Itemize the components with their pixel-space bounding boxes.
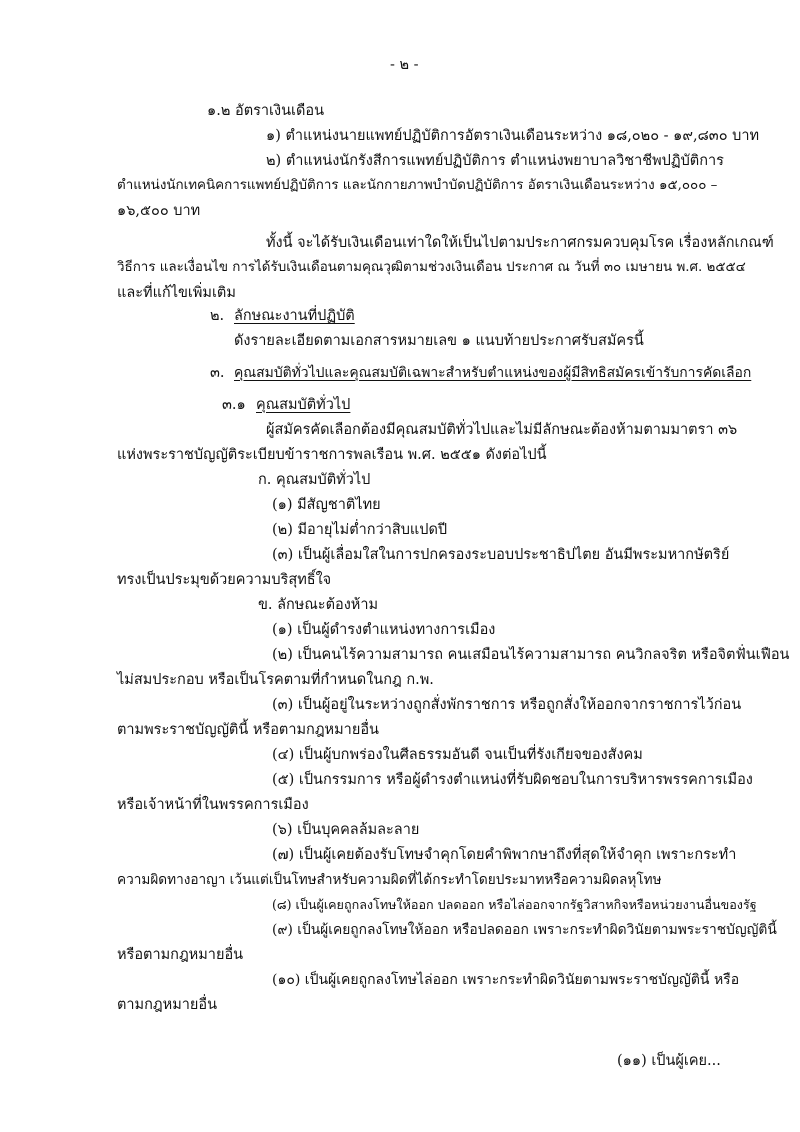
section-3-intro-line-2: แห่งพระราชบัญญัติระเบียบข้าราชการพลเรือน พ.ศ. ๒๕๕๑ ดังต่อไปนี้ [117,447,547,463]
prohibition-item: (๗) เป็นผู้เคยต้องรับโทษจำคุกโดยคำพิพากษาถึงที่สุดให้จำคุก เพราะกระทำ [272,847,737,863]
salary-item-2-line-1: ๒) ตำแหน่งนักรังสีการแพทย์ปฏิบัติการ ตำแหน่งพยาบาลวิชาชีพปฏิบัติการ [266,153,724,169]
salary-item-2-line-2: ตำแหน่งนักเทคนิคการแพทย์ปฏิบัติการ และนักกายภาพบำบัดปฏิบัติการ อัตราเงินเดือนระหว่าง ๑๕,๐๐๐ – [117,178,718,193]
prohibition-item: (๑๐) เป็นผู้เคยถูกลงโทษไล่ออก เพราะกระทำผิดวินัยตามพระราชบัญญัตินี้ หรือ [272,972,740,988]
prohibition-item-continuation: หรือตามกฎหมายอื่น [117,947,244,963]
page-number: - ๒ - [390,57,419,73]
salary-note-line-1: ทั้งนี้ จะได้รับเงินเดือนเท่าใดให้เป็นไปตามประกาศกรมควบคุมโรค เรื่องหลักเกณฑ์ [266,235,774,251]
general-item: (๓) เป็นผู้เลื่อมใสในการปกครองระบอบประชาธิปไตย อันมีพระมหากษัตริย์ [272,547,730,563]
general-qualifications-heading: ก. คุณสมบัติทั่วไป [258,472,371,488]
salary-heading: ๑.๒ อัตราเงินเดือน [207,103,324,119]
salary-note-line-2: วิธีการ และเงื่อนไข การได้รับเงินเดือนตามคุณวุฒิตามช่วงเงินเดือน ประกาศ ณ วันที่ ๓๐ เมษายน พ.ศ. ๒๕๕๔ [117,260,746,275]
prohibition-item: (๕) เป็นกรรมการ หรือผู้ดำรงตำแหน่งที่รับผิดชอบในการบริหารพรรคการเมือง [272,772,753,788]
general-item-continuation: ทรงเป็นประมุขด้วยความบริสุทธิ์ใจ [117,572,332,588]
prohibition-item: (๑) เป็นผู้ดำรงตำแหน่งทางการเมือง [272,622,496,638]
general-item: (๒) มีอายุไม่ต่ำกว่าสิบแปดปี [272,522,448,538]
prohibition-item: (๘) เป็นผู้เคยถูกลงโทษให้ออก ปลดออก หรือไล่ออกจากรัฐวิสาหกิจหรือหน่วยงานอื่นของรัฐ [272,897,757,912]
section-2-number: ๒. [210,308,225,324]
prohibition-item: (๒) เป็นคนไร้ความสามารถ คนเสมือนไร้ความสามารถ คนวิกลจริต หรือจิตฟั่นเฟือน [272,647,790,663]
prohibition-item: (๓) เป็นผู้อยู่ในระหว่างถูกสั่งพักราชการ หรือถูกสั่งให้ออกจากราชการไว้ก่อน [272,697,742,713]
prohibition-item: (๔) เป็นผู้บกพร่องในศีลธรรมอันดี จนเป็นที่รังเกียจของสังคม [272,747,643,763]
section-3-title: คุณสมบัติทั่วไปและคุณสมบัติเฉพาะสำหรับตำแหน่งของผู้มีสิทธิสมัครเข้ารับการคัดเลือก [234,365,752,381]
section-3-number: ๓. [210,365,225,381]
prohibition-item: (๖) เป็นบุคคลล้มละลาย [272,822,420,838]
prohibition-item: (๙) เป็นผู้เคยถูกลงโทษให้ออก หรือปลดออก เพราะกระทำผิดวินัยตามพระราชบัญญัตินี้ [272,922,777,938]
section-3-1-number: ๓.๑ [222,397,246,413]
general-item: (๑) มีสัญชาติไทย [272,497,381,513]
prohibition-item-continuation: หรือเจ้าหน้าที่ในพรรคการเมือง [117,797,309,813]
prohibition-item-continuation: ไม่สมประกอบ หรือเป็นโรคตามที่กำหนดในกฎ ก.พ. [117,672,434,688]
page-continuation: (๑๑) เป็นผู้เคย... [617,1053,721,1069]
prohibition-item-continuation: ความผิดทางอาญา เว้นแต่เป็นโทษสำหรับความผิดที่ได้กระทำโดยประมาทหรือความผิดลหุโทษ [117,872,662,888]
prohibition-item-continuation: ตามกฎหมายอื่น [117,997,218,1013]
salary-item-1: ๑) ตำแหน่งนายแพทย์ปฏิบัติการอัตราเงินเดือนระหว่าง ๑๘,๐๒๐ - ๑๙,๘๓๐ บาท [266,128,760,144]
prohibitions-heading: ข. ลักษณะต้องห้าม [258,597,379,613]
salary-item-2-line-3: ๑๖,๕๐๐ บาท [117,203,201,219]
prohibition-item-continuation: ตามพระราชบัญญัตินี้ หรือตามกฎหมายอื่น [117,722,379,738]
section-2-detail: ดังรายละเอียดตามเอกสารหมายเลข ๑ แนบท้ายประกาศรับสมัครนี้ [234,333,644,349]
section-2-title: ลักษณะงานที่ปฏิบัติ [234,308,355,324]
section-3-intro-line-1: ผู้สมัครคัดเลือกต้องมีคุณสมบัติทั่วไปและไม่มีลักษณะต้องห้ามตามมาตรา ๓๖ [266,422,738,438]
section-3-1-title: คุณสมบัติทั่วไป [256,397,351,413]
salary-note-line-3: และที่แก้ไขเพิ่มเติม [117,285,236,301]
